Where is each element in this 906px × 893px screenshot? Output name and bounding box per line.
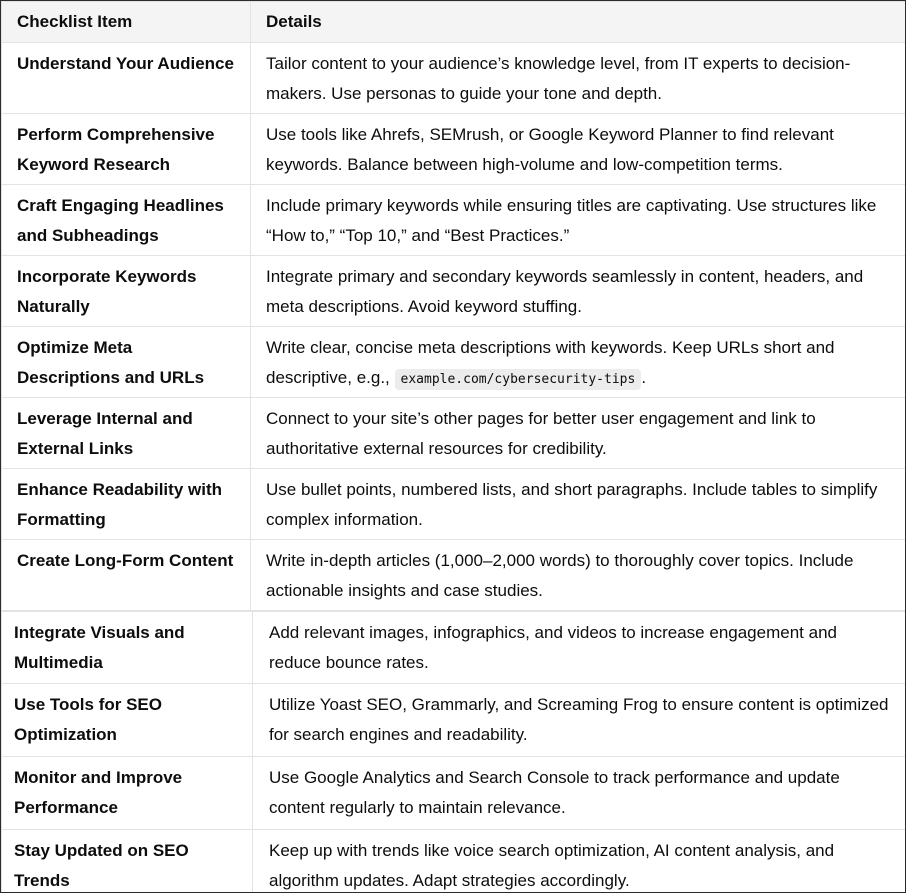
- row-item: Monitor and Improve Performance: [2, 757, 253, 830]
- row-details: Integrate primary and secondary keywords seamlessly in content, headers, and meta descriptions. Avoid keyword stuffing.: [251, 256, 906, 327]
- table-row: [2, 757, 906, 830]
- table-row: [2, 185, 906, 256]
- row-details: Use Google Analytics and Search Console to track performance and update content regularly to maintain relevance.: [253, 757, 906, 830]
- row-item: Incorporate Keywords Naturally: [2, 256, 251, 327]
- row-item: Enhance Readability with Formatting: [2, 469, 251, 540]
- row-details: Utilize Yoast SEO, Grammarly, and Screaming Frog to ensure content is optimized for search engines and readability.: [253, 684, 906, 757]
- details-suffix: .: [641, 368, 647, 387]
- row-details: Keep up with trends like voice search optimization, AI content analysis, and algorithm updates. Adapt strategies accordingly.: [253, 830, 906, 893]
- row-details: Use tools like Ahrefs, SEMrush, or Google Keyword Planner to find relevant keywords. Balance between high-volume and low-competition terms.: [251, 114, 906, 185]
- inline-code-url: example.com/cybersecurity-tips: [395, 369, 642, 390]
- table-row: [2, 612, 906, 684]
- table-row: [2, 398, 906, 469]
- row-item: Integrate Visuals and Multimedia: [2, 612, 253, 684]
- header-details: Details: [251, 2, 906, 43]
- row-details: Use bullet points, numbered lists, and short paragraphs. Include tables to simplify complex information.: [251, 469, 906, 540]
- table-header-row: [2, 2, 906, 43]
- row-details: Connect to your site’s other pages for better user engagement and link to authoritative external resources for credibility.: [251, 398, 906, 469]
- row-details: [251, 327, 906, 398]
- row-item: Craft Engaging Headlines and Subheadings: [2, 185, 251, 256]
- checklist-table: [1, 1, 906, 611]
- row-item: Understand Your Audience: [2, 43, 251, 114]
- table-row: [2, 256, 906, 327]
- row-details: Write in-depth articles (1,000–2,000 words) to thoroughly cover topics. Include actionable insights and case studies.: [251, 540, 906, 611]
- row-item: Perform Comprehensive Keyword Research: [2, 114, 251, 185]
- row-item: Leverage Internal and External Links: [2, 398, 251, 469]
- table-row: [2, 469, 906, 540]
- row-item: Use Tools for SEO Optimization: [2, 684, 253, 757]
- row-details: Tailor content to your audience’s knowledge level, from IT experts to decision-makers. Use personas to guide your tone and depth.: [251, 43, 906, 114]
- table-row: [2, 540, 906, 611]
- row-details: Add relevant images, infographics, and videos to increase engagement and reduce bounce rates.: [253, 612, 906, 684]
- table-row: [2, 114, 906, 185]
- header-checklist-item: Checklist Item: [2, 2, 251, 43]
- checklist-table-continued: [1, 611, 906, 893]
- row-details: Include primary keywords while ensuring titles are captivating. Use structures like “How to,” “Top 10,” and “Best Practices.”: [251, 185, 906, 256]
- table-row: [2, 327, 906, 398]
- details-text: Write clear, concise meta descriptions with keywords. Keep URLs short and descriptive, e.g.,: [266, 338, 835, 387]
- table-row: [2, 830, 906, 893]
- row-item: Create Long-Form Content: [2, 540, 251, 611]
- table-row: [2, 684, 906, 757]
- row-item: Optimize Meta Descriptions and URLs: [2, 327, 251, 398]
- row-item: Stay Updated on SEO Trends: [2, 830, 253, 893]
- table-row: [2, 43, 906, 114]
